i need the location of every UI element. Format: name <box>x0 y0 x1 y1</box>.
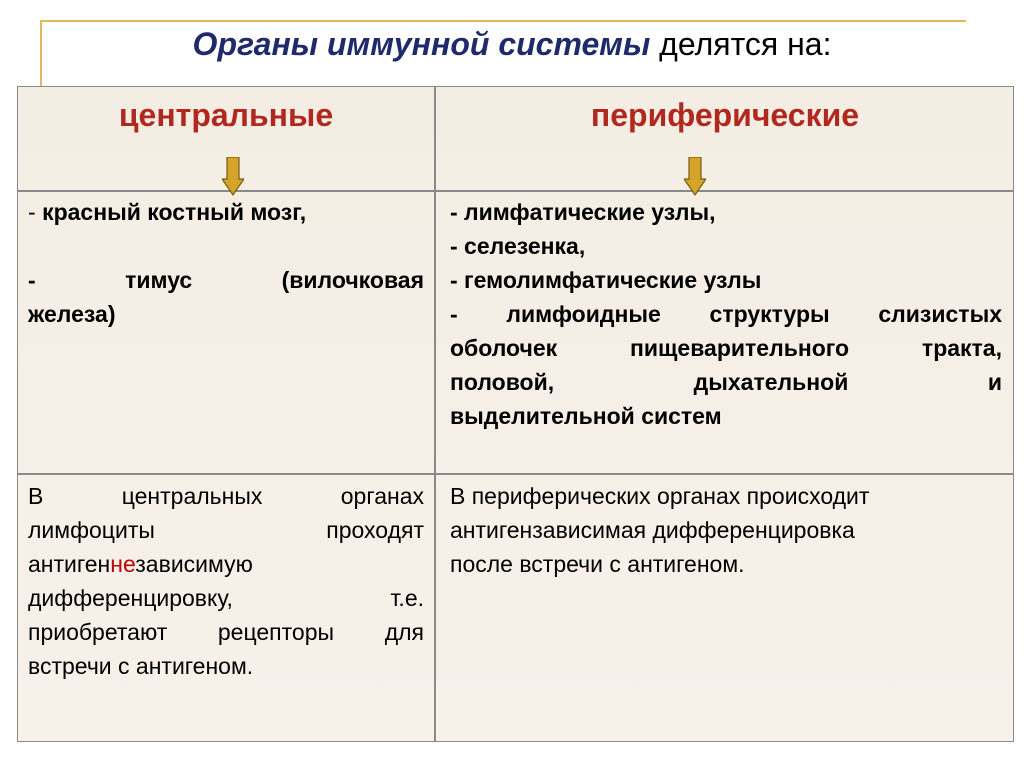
text-line: после встречи с антигеном. <box>450 551 745 577</box>
table-divider-row <box>18 473 1013 475</box>
text-line: встречи с антигеном. <box>28 653 254 679</box>
list-item-continuation: железа) <box>28 301 116 327</box>
list-item: - лимфатические узлы, <box>450 199 716 225</box>
list-item-continuation: половой, дыхательной и <box>450 369 1002 395</box>
text-line: В периферических органах происходит <box>450 483 870 509</box>
header-peripheral: периферические <box>590 97 860 133</box>
central-description <box>28 479 424 683</box>
peripheral-description <box>450 479 1002 581</box>
down-arrow-icon <box>684 157 706 197</box>
peripheral-organs-list <box>450 195 1002 433</box>
title-emphasis: Органы иммунной системы <box>192 26 651 62</box>
down-arrow-icon <box>222 157 244 197</box>
slide-title <box>0 26 1024 63</box>
list-item: - тимус (вилочковая <box>28 267 424 293</box>
list-item-continuation: оболочек пищеварительного тракта, <box>450 335 1002 361</box>
table-divider-header <box>18 190 1013 192</box>
decorative-frame-top <box>40 20 966 22</box>
central-organs-list <box>28 195 424 331</box>
list-item-continuation: выделительной систем <box>450 403 722 429</box>
text-line: дифференцировку, т.е. <box>28 585 424 611</box>
organs-table <box>17 86 1014 742</box>
header-central: центральные <box>118 97 334 133</box>
list-item: - гемолимфатические узлы <box>450 267 762 293</box>
list-item: - лимфоидные структуры слизистых <box>450 301 1002 327</box>
text-line: В центральных органах <box>28 483 424 509</box>
title-rest: делятся на: <box>650 26 832 62</box>
text-line: лимфоциты проходят <box>28 517 424 543</box>
text-line: приобретают рецепторы для <box>28 619 424 645</box>
highlight-negation: не <box>110 551 136 577</box>
list-item: - селезенка, <box>450 233 586 259</box>
text-line: антигеннезависимую <box>28 551 253 577</box>
text-line: антигензависимая дифференцировка <box>450 517 855 543</box>
table-divider-vertical <box>434 87 436 741</box>
list-item: - красный костный мозг, <box>28 199 307 225</box>
